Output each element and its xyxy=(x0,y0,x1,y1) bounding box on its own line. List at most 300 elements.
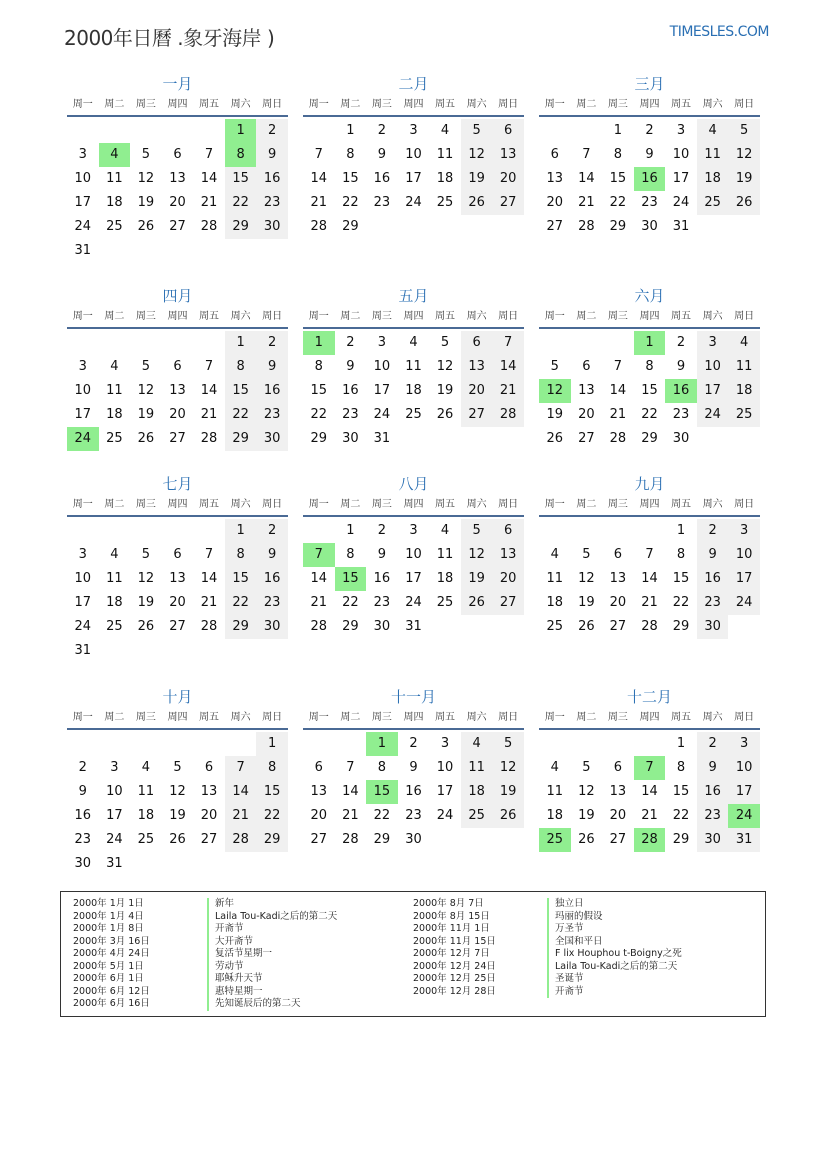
weekday-label: 周一 xyxy=(544,712,565,723)
holiday-name: 先知诞辰后的第二天 xyxy=(207,998,337,1011)
holiday-name: 复活节星期一 xyxy=(207,948,337,961)
weekday-header xyxy=(539,307,760,329)
day-cell: 9 xyxy=(256,143,288,167)
day-cell: 28 xyxy=(609,431,627,446)
weekday-label: 周一 xyxy=(72,99,93,110)
empty-cell xyxy=(602,331,634,355)
day-cell: 6 xyxy=(582,359,591,374)
weekday-label: 周一 xyxy=(308,712,329,723)
weekday-label: 周三 xyxy=(371,311,392,322)
weekday-label: 周六 xyxy=(230,499,251,510)
day-cell: 2 xyxy=(377,523,387,538)
day-cell: 22 xyxy=(672,595,690,610)
day-cell: 29 xyxy=(310,431,328,446)
day-cell: 25 xyxy=(137,832,155,847)
weekday-label: 周五 xyxy=(671,712,692,723)
day-cell: 22 xyxy=(225,403,257,427)
day-cell: 20 xyxy=(169,407,186,422)
weekday-label: 周日 xyxy=(734,99,755,110)
day-cell: 27 xyxy=(169,619,186,634)
day-cell: 23 xyxy=(641,195,658,210)
day-cell: 26 xyxy=(461,591,493,615)
weekday-label: 周四 xyxy=(167,99,188,110)
day-cell: 17 xyxy=(74,407,92,422)
day-cell: 24 xyxy=(373,407,391,422)
day-cell: 9 xyxy=(377,547,387,562)
weekday-label: 周四 xyxy=(403,712,424,723)
day-cell: 20 xyxy=(200,808,218,823)
weekday-label: 周三 xyxy=(371,712,392,723)
day-cell: 3 xyxy=(78,359,87,374)
day-cell: 1 xyxy=(256,732,288,756)
holiday-day-cell: 7 xyxy=(634,756,666,780)
weekday-label: 周四 xyxy=(403,99,424,110)
day-cell: 9 xyxy=(256,543,288,567)
day-cell: 12 xyxy=(578,784,595,799)
day-cell: 3 xyxy=(78,547,87,562)
empty-cell xyxy=(303,732,335,756)
day-cell: 19 xyxy=(436,383,454,398)
empty-cell xyxy=(67,519,99,543)
day-cell: 17 xyxy=(405,171,422,186)
day-cell: 7 xyxy=(204,147,214,162)
day-cell: 22 xyxy=(256,804,288,828)
weekday-label: 周四 xyxy=(167,311,188,322)
weekday-label: 周一 xyxy=(308,499,329,510)
holiday-dates-column-1 xyxy=(73,898,150,1011)
month-name: 三月 xyxy=(634,75,665,93)
day-cell: 11 xyxy=(546,784,564,799)
day-cell: 4 xyxy=(110,547,119,562)
day-cell: 14 xyxy=(492,355,524,379)
day-cell: 20 xyxy=(169,195,186,210)
day-cell: 6 xyxy=(314,760,323,775)
day-cell: 6 xyxy=(613,760,623,775)
weekday-label: 周二 xyxy=(576,499,597,510)
day-cell: 4 xyxy=(440,123,450,138)
day-cell: 9 xyxy=(346,359,355,374)
day-cell: 27 xyxy=(461,403,493,427)
day-cell: 11 xyxy=(436,547,454,562)
weekday-label: 周四 xyxy=(639,499,660,510)
day-cell: 29 xyxy=(342,219,359,234)
day-cell: 19 xyxy=(461,567,493,591)
holiday-name: 新年 xyxy=(207,898,337,911)
holiday-name: 劳动节 xyxy=(207,961,337,974)
day-cell: 5 xyxy=(461,119,493,143)
holiday-name: 玛丽的假设 xyxy=(547,911,682,924)
day-cell: 30 xyxy=(641,219,658,234)
day-cell: 3 xyxy=(676,123,686,138)
empty-cell xyxy=(602,519,634,543)
day-cell: 31 xyxy=(74,243,92,258)
day-cell: 7 xyxy=(613,359,623,374)
day-cell: 19 xyxy=(137,595,155,610)
day-cell: 20 xyxy=(546,195,564,210)
day-cell: 17 xyxy=(74,595,92,610)
weekday-label: 周二 xyxy=(576,311,597,322)
month-4 xyxy=(67,285,288,451)
empty-cell xyxy=(335,732,367,756)
day-cell: 3 xyxy=(409,523,418,538)
holiday-date: 2000年 11月 15日 xyxy=(413,935,496,947)
day-cell: 31 xyxy=(405,619,422,634)
day-cell: 11 xyxy=(546,571,564,586)
empty-cell xyxy=(539,119,571,143)
day-cell: 11 xyxy=(106,383,123,398)
day-grid xyxy=(67,119,288,263)
weekday-label: 周五 xyxy=(435,712,456,723)
day-cell: 27 xyxy=(578,431,595,446)
holiday-date: 2000年 12月 25日 xyxy=(413,973,496,984)
day-cell: 1 xyxy=(346,123,355,138)
day-cell: 17 xyxy=(106,808,123,823)
day-cell: 11 xyxy=(106,171,123,186)
weekday-label: 周三 xyxy=(607,712,628,723)
holiday-day-cell: 15 xyxy=(366,780,398,804)
weekday-label: 周六 xyxy=(702,712,723,723)
day-cell: 29 xyxy=(225,215,257,239)
day-cell: 21 xyxy=(200,407,218,422)
weekday-label: 周五 xyxy=(435,499,456,510)
day-cell: 9 xyxy=(256,355,288,379)
day-grid xyxy=(303,119,524,239)
day-cell: 28 xyxy=(200,431,218,446)
weekday-label: 周一 xyxy=(544,499,565,510)
weekday-label: 周二 xyxy=(104,99,125,110)
day-cell: 2 xyxy=(697,732,729,756)
day-cell: 30 xyxy=(74,856,92,871)
day-cell: 9 xyxy=(377,147,387,162)
day-cell: 9 xyxy=(409,760,418,775)
month-name: 七月 xyxy=(162,475,193,493)
empty-cell xyxy=(193,331,225,355)
weekday-label: 周六 xyxy=(466,311,487,322)
day-cell: 26 xyxy=(578,619,595,634)
empty-cell xyxy=(99,119,131,143)
day-cell: 21 xyxy=(200,195,218,210)
day-cell: 14 xyxy=(641,571,658,586)
day-cell: 22 xyxy=(373,808,391,823)
weekday-label: 周六 xyxy=(702,311,723,322)
day-cell: 12 xyxy=(137,571,155,586)
holiday-dates-column-2 xyxy=(413,898,496,998)
holiday-day-cell: 8 xyxy=(225,143,257,167)
day-cell: 19 xyxy=(492,780,524,804)
month-name: 八月 xyxy=(398,475,429,493)
day-cell: 24 xyxy=(405,195,422,210)
day-cell: 25 xyxy=(697,191,729,215)
day-cell: 28 xyxy=(200,219,218,234)
day-cell: 27 xyxy=(609,832,627,847)
day-cell: 5 xyxy=(173,760,182,775)
day-cell: 13 xyxy=(310,784,328,799)
day-cell: 18 xyxy=(461,780,493,804)
day-grid xyxy=(67,519,288,663)
holiday-date: 2000年 1月 1日 xyxy=(73,898,144,909)
day-cell: 6 xyxy=(173,359,182,374)
day-cell: 18 xyxy=(697,167,729,191)
day-cell: 24 xyxy=(405,595,422,610)
weekday-label: 周二 xyxy=(340,499,361,510)
holiday-day-cell: 15 xyxy=(335,567,367,591)
day-cell: 29 xyxy=(225,615,257,639)
day-cell: 8 xyxy=(346,147,355,162)
day-cell: 7 xyxy=(645,547,654,562)
day-cell: 21 xyxy=(310,195,328,210)
month-2 xyxy=(303,73,524,239)
day-cell: 18 xyxy=(106,407,123,422)
day-cell: 21 xyxy=(200,595,218,610)
day-cell: 8 xyxy=(225,543,257,567)
empty-cell xyxy=(130,119,162,143)
weekday-header xyxy=(303,307,524,329)
day-cell: 23 xyxy=(256,191,288,215)
holiday-day-cell: 24 xyxy=(67,427,99,451)
day-cell: 29 xyxy=(373,832,391,847)
day-cell: 19 xyxy=(578,595,595,610)
day-cell: 11 xyxy=(106,571,123,586)
day-cell: 14 xyxy=(310,171,328,186)
empty-cell xyxy=(162,732,194,756)
day-cell: 21 xyxy=(641,595,658,610)
page-title: 2000年日曆 .象牙海岸 ) xyxy=(64,26,275,50)
day-cell: 5 xyxy=(582,760,591,775)
day-cell: 26 xyxy=(578,832,595,847)
empty-cell xyxy=(67,331,99,355)
weekday-label: 周六 xyxy=(230,712,251,723)
holiday-day-cell: 16 xyxy=(665,379,697,403)
day-cell: 3 xyxy=(409,123,418,138)
day-cell: 25 xyxy=(461,804,493,828)
day-cell: 26 xyxy=(436,407,454,422)
empty-cell xyxy=(99,519,131,543)
month-9 xyxy=(539,473,760,639)
day-cell: 2 xyxy=(78,760,87,775)
day-cell: 27 xyxy=(546,219,564,234)
day-cell: 13 xyxy=(492,543,524,567)
weekday-label: 周日 xyxy=(498,712,519,723)
holiday-name: 全国和平日 xyxy=(547,936,682,949)
day-cell: 20 xyxy=(609,595,627,610)
day-cell: 10 xyxy=(436,760,454,775)
day-cell: 6 xyxy=(173,147,182,162)
weekday-header xyxy=(303,708,524,730)
day-cell: 5 xyxy=(440,335,450,350)
month-3 xyxy=(539,73,760,239)
day-cell: 10 xyxy=(697,355,729,379)
day-cell: 15 xyxy=(609,171,627,186)
weekday-label: 周二 xyxy=(340,712,361,723)
weekday-label: 周三 xyxy=(607,311,628,322)
weekday-header xyxy=(539,708,760,730)
weekday-label: 周六 xyxy=(230,99,251,110)
day-cell: 27 xyxy=(492,591,524,615)
day-cell: 1 xyxy=(676,736,686,751)
day-cell: 23 xyxy=(74,832,92,847)
day-cell: 20 xyxy=(609,808,627,823)
holiday-names-column-1 xyxy=(207,898,337,1011)
day-cell: 19 xyxy=(137,195,155,210)
day-cell: 9 xyxy=(676,359,686,374)
day-cell: 2 xyxy=(256,119,288,143)
month-12 xyxy=(539,686,760,852)
day-cell: 25 xyxy=(436,595,454,610)
day-cell: 22 xyxy=(342,195,359,210)
day-cell: 12 xyxy=(169,784,186,799)
day-cell: 13 xyxy=(169,171,186,186)
weekday-label: 周二 xyxy=(340,311,361,322)
weekday-label: 周三 xyxy=(135,311,156,322)
day-cell: 4 xyxy=(697,119,729,143)
holiday-day-cell: 1 xyxy=(366,732,398,756)
day-cell: 6 xyxy=(492,119,524,143)
day-cell: 14 xyxy=(225,780,257,804)
day-cell: 4 xyxy=(461,732,493,756)
weekday-label: 周五 xyxy=(199,499,220,510)
day-cell: 18 xyxy=(436,571,454,586)
day-cell: 14 xyxy=(342,784,359,799)
empty-cell xyxy=(99,732,131,756)
holiday-day-cell: 24 xyxy=(728,804,760,828)
day-cell: 2 xyxy=(676,335,686,350)
day-cell: 16 xyxy=(256,379,288,403)
day-cell: 5 xyxy=(728,119,760,143)
day-cell: 16 xyxy=(342,383,359,398)
month-name: 四月 xyxy=(162,287,193,305)
day-cell: 21 xyxy=(225,804,257,828)
weekday-label: 周四 xyxy=(403,499,424,510)
empty-cell xyxy=(99,331,131,355)
day-cell: 16 xyxy=(697,567,729,591)
weekday-label: 周二 xyxy=(104,311,125,322)
day-grid xyxy=(67,732,288,876)
weekday-label: 周一 xyxy=(72,499,93,510)
day-cell: 8 xyxy=(645,359,654,374)
day-cell: 25 xyxy=(728,403,760,427)
day-cell: 10 xyxy=(74,171,92,186)
holiday-day-cell: 1 xyxy=(303,331,335,355)
day-cell: 15 xyxy=(225,567,257,591)
day-cell: 22 xyxy=(609,195,627,210)
day-cell: 24 xyxy=(74,219,92,234)
weekday-label: 周五 xyxy=(199,712,220,723)
day-grid xyxy=(303,732,524,852)
day-cell: 23 xyxy=(405,808,422,823)
day-cell: 3 xyxy=(728,519,760,543)
day-cell: 16 xyxy=(405,784,422,799)
day-cell: 13 xyxy=(609,571,627,586)
weekday-label: 周二 xyxy=(340,99,361,110)
holiday-day-cell: 28 xyxy=(634,828,666,852)
holiday-day-cell: 1 xyxy=(634,331,666,355)
empty-cell xyxy=(225,732,257,756)
empty-cell xyxy=(130,331,162,355)
day-cell: 22 xyxy=(225,191,257,215)
day-cell: 2 xyxy=(697,519,729,543)
day-cell: 14 xyxy=(578,171,595,186)
day-cell: 28 xyxy=(200,619,218,634)
day-cell: 10 xyxy=(74,571,92,586)
weekday-label: 周六 xyxy=(702,99,723,110)
day-cell: 13 xyxy=(461,355,493,379)
weekday-label: 周三 xyxy=(135,712,156,723)
day-grid xyxy=(539,119,760,239)
holiday-names-column-2 xyxy=(547,898,682,998)
holiday-name: 大开斋节 xyxy=(207,936,337,949)
weekday-label: 周四 xyxy=(403,311,424,322)
day-cell: 11 xyxy=(461,756,493,780)
day-cell: 22 xyxy=(672,808,690,823)
day-cell: 1 xyxy=(676,523,686,538)
day-cell: 6 xyxy=(613,547,623,562)
holiday-date: 2000年 8月 15日 xyxy=(413,910,490,922)
day-cell: 8 xyxy=(346,547,355,562)
day-cell: 7 xyxy=(492,331,524,355)
day-cell: 19 xyxy=(169,808,186,823)
weekday-label: 周四 xyxy=(639,311,660,322)
day-cell: 27 xyxy=(492,191,524,215)
weekday-label: 周三 xyxy=(135,99,156,110)
weekday-label: 周三 xyxy=(607,499,628,510)
weekday-label: 周三 xyxy=(607,99,628,110)
day-cell: 25 xyxy=(106,431,123,446)
site-link[interactable]: TIMESLES.COM xyxy=(669,24,769,40)
weekday-label: 周五 xyxy=(671,499,692,510)
day-cell: 19 xyxy=(546,407,564,422)
day-cell: 8 xyxy=(676,760,686,775)
holiday-date: 2000年 4月 24日 xyxy=(73,948,150,959)
day-cell: 3 xyxy=(728,732,760,756)
day-cell: 5 xyxy=(461,519,493,543)
day-cell: 17 xyxy=(373,383,391,398)
weekday-label: 周六 xyxy=(702,499,723,510)
day-cell: 5 xyxy=(550,359,559,374)
empty-cell xyxy=(571,732,603,756)
empty-cell xyxy=(130,732,162,756)
month-11 xyxy=(303,686,524,852)
day-cell: 13 xyxy=(546,171,564,186)
day-cell: 26 xyxy=(461,191,493,215)
day-grid xyxy=(67,331,288,451)
day-cell: 28 xyxy=(641,619,658,634)
weekday-label: 周六 xyxy=(466,99,487,110)
day-cell: 1 xyxy=(225,331,257,355)
day-cell: 16 xyxy=(74,808,92,823)
day-cell: 29 xyxy=(256,828,288,852)
empty-cell xyxy=(303,119,335,143)
empty-cell xyxy=(571,331,603,355)
weekday-label: 周六 xyxy=(466,712,487,723)
day-cell: 9 xyxy=(697,543,729,567)
holiday-date: 2000年 6月 12日 xyxy=(73,985,150,997)
month-name: 十二月 xyxy=(626,688,672,706)
day-cell: 25 xyxy=(106,219,123,234)
day-cell: 8 xyxy=(256,756,288,780)
day-cell: 15 xyxy=(310,383,328,398)
weekday-label: 周五 xyxy=(671,99,692,110)
weekday-label: 周日 xyxy=(262,499,283,510)
month-name: 九月 xyxy=(634,475,665,493)
day-cell: 8 xyxy=(314,359,323,374)
day-cell: 26 xyxy=(137,619,155,634)
day-cell: 20 xyxy=(492,567,524,591)
weekday-label: 周日 xyxy=(498,99,519,110)
weekday-label: 周一 xyxy=(308,99,329,110)
holiday-date: 2000年 11月 1日 xyxy=(413,923,490,934)
day-cell: 15 xyxy=(641,383,658,398)
day-cell: 16 xyxy=(697,780,729,804)
